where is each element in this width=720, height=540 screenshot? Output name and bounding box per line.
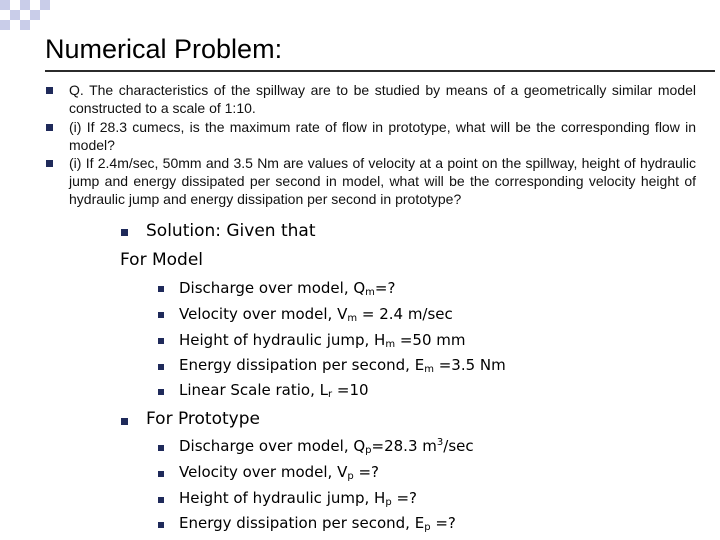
title-divider	[45, 70, 715, 72]
model-item: Energy dissipation per second, $E_m =3.5$ Nm	[179, 356, 506, 375]
bullet-icon	[158, 338, 164, 344]
bullet-icon	[158, 445, 164, 451]
model-item: Height of hydraulic jump, $H_m =50$ mm	[179, 331, 466, 350]
prototype-item: Energy dissipation per second, $E_p$ =?	[179, 514, 456, 533]
question-paragraph: (i) If 28.3 cumecs, is the maximum rate of flow in prototype, what will be the corresponding flow in model?	[69, 119, 696, 154]
model-item: Linear Scale ratio, $L_r =10$	[179, 381, 369, 400]
slide-title: Numerical Problem:	[45, 34, 283, 64]
bullet-icon	[158, 312, 164, 318]
solution-heading: Solution: Given that	[146, 221, 316, 241]
prototype-item: Height of hydraulic jump, $H_p$ =?	[179, 489, 417, 508]
corner-decoration	[0, 0, 60, 30]
bullet-icon	[46, 87, 53, 94]
model-heading: For Model	[120, 250, 204, 270]
bullet-icon	[121, 418, 128, 425]
model-item: Velocity over model, $V_m = 2.4$ m/sec	[179, 305, 453, 324]
bullet-icon	[158, 286, 164, 292]
bullet-icon	[158, 522, 164, 528]
bullet-icon	[46, 160, 53, 167]
model-item: Discharge over model, $Q_m=$?	[179, 279, 396, 298]
question-paragraph: (i) If 2.4m/sec, 50mm and 3.5 Nm are values of velocity at a point on the spillway, height of hydraulic jump and energy dissipated per second in model, what will be the corresponding velocity height of hydraulic jump and energy dissipation per second in prototype?	[69, 155, 696, 208]
prototype-heading: For Prototype	[146, 409, 260, 429]
prototype-item: Velocity over model, $V_p$ =?	[179, 463, 380, 482]
bullet-icon	[46, 124, 53, 131]
prototype-item: Discharge over model, $Q_p=28.3$ $m^3/\sec$	[179, 437, 474, 456]
bullet-icon	[121, 229, 128, 236]
bullet-icon	[158, 364, 164, 370]
bullet-icon	[158, 389, 164, 395]
bullet-icon	[158, 471, 164, 477]
question-paragraph: Q. The characteristics of the spillway are to be studied by means of a geometrically similar model constructed to a scale of 1:10.	[69, 82, 696, 117]
bullet-icon	[158, 497, 164, 503]
